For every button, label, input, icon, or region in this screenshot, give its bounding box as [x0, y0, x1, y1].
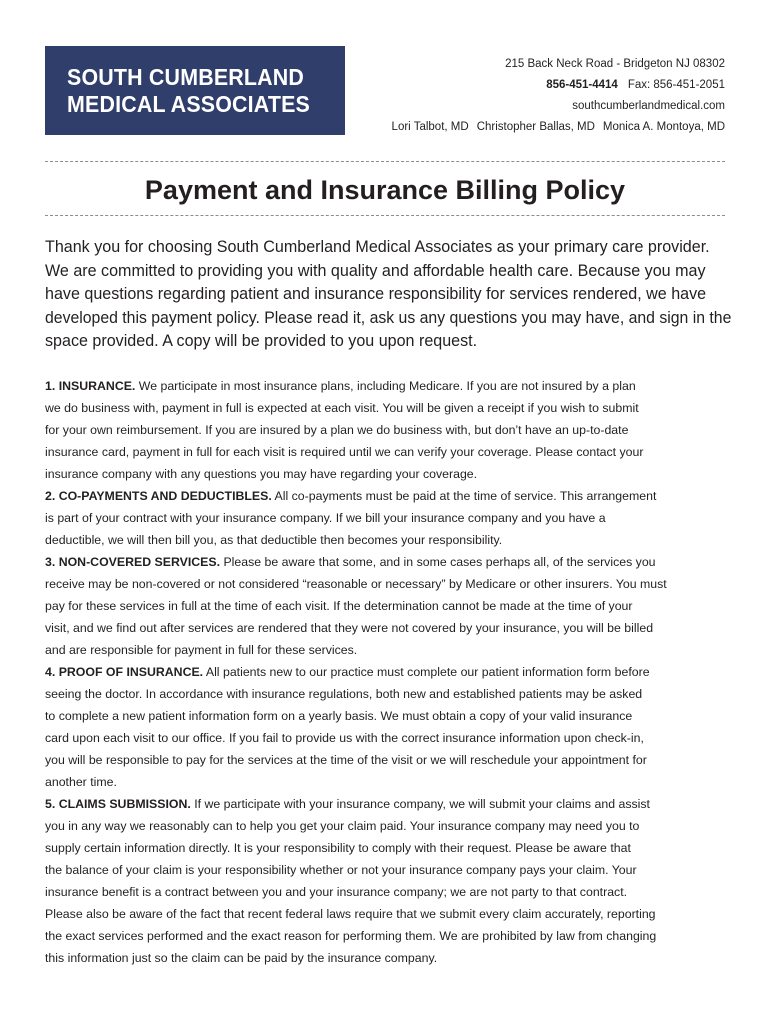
- section-text: you in any way we reasonably can to help you get your claim paid. Your insurance company may need you to: [45, 819, 640, 833]
- address: 215 Back Neck Road - Bridgeton NJ 08302: [505, 58, 725, 70]
- section-text: All co-payments must be paid at the time of service. This arrangement: [274, 489, 657, 503]
- section-text: receive may be non-covered or not considered “reasonable or necessary” by Medicare or other insurers. You must: [45, 577, 667, 591]
- section-text: card upon each visit to our office. If you fail to provide us with the correct insurance information upon check-in,: [45, 731, 644, 745]
- doctor-name: Christopher Ballas, MD: [476, 121, 595, 133]
- doctor-name: Lori Talbot, MD: [391, 121, 469, 133]
- section-claims-submission: [45, 793, 735, 969]
- phone-fax-row: [392, 75, 725, 96]
- section-text: this information just so the claim can be paid by the insurance company.: [45, 951, 438, 965]
- section-text: the exact services performed and the exact reason for performing them. We are prohibited by law from changing: [45, 929, 657, 943]
- contact-block: [392, 54, 725, 138]
- section-heading: 1. INSURANCE.: [45, 379, 136, 393]
- phone-number: 856-451-4414: [546, 79, 618, 91]
- section-proof-of-insurance: [45, 661, 735, 793]
- intro-line: We are committed to providing you with quality and affordable health care. Because you may: [45, 261, 706, 280]
- intro-paragraph: [45, 236, 735, 354]
- section-text: for your own reimbursement. If you are insured by a plan we do business with, but don’t have an up-to-date: [45, 423, 629, 437]
- logo-line-2: MEDICAL ASSOCIATES: [67, 91, 311, 117]
- policy-sections: [45, 375, 735, 969]
- section-text: we do business with, payment in full is expected at each visit. You will be given a receipt if you wish to submit: [45, 401, 639, 415]
- section-text: you will be responsible to pay for the services at the time of the visit or we will reschedule your appointment for: [45, 753, 647, 767]
- section-text: the balance of your claim is your responsibility whether or not your insurance company pays your claim. Your: [45, 863, 637, 877]
- section-text: Please also be aware of the fact that recent federal laws require that we submit every claim accurately, reporting: [45, 907, 656, 921]
- section-insurance: [45, 375, 735, 485]
- section-heading: 5. CLAIMS SUBMISSION.: [45, 797, 191, 811]
- section-text: We participate in most insurance plans, including Medicare. If you are not insured by a plan: [138, 379, 636, 393]
- section-copayments: [45, 485, 735, 551]
- section-text: insurance benefit is a contract between you and your insurance company; we are not party to that contract.: [45, 885, 628, 899]
- website-link[interactable]: southcumberlandmedical.com: [572, 100, 725, 112]
- divider-top: [45, 161, 725, 162]
- section-text: seeing the doctor. In accordance with insurance regulations, both new and established patients may be asked: [45, 687, 643, 701]
- section-non-covered: [45, 551, 735, 661]
- section-text: insurance card, payment in full for each visit is required until we can verify your coverage. Please contact your: [45, 445, 644, 459]
- section-heading: 3. NON-COVERED SERVICES.: [45, 555, 221, 569]
- divider-bottom: [45, 215, 725, 216]
- intro-line: have questions regarding patient and insurance responsibility for services rendered, we have: [45, 285, 707, 303]
- section-text: All patients new to our practice must complete our patient information form before: [205, 665, 650, 679]
- intro-line: Thank you for choosing South Cumberland Medical Associates as your primary care provider.: [45, 238, 710, 256]
- doctor-name: Monica A. Montoya, MD: [602, 121, 725, 133]
- section-text: deductible, we will then bill you, as that deductible then becomes your responsibility.: [45, 533, 503, 547]
- section-text: is part of your contract with your insurance company. If we bill your insurance company and you have a: [45, 511, 606, 525]
- section-text: pay for these services in full at the time of each visit. If the determination cannot be made at the time of your: [45, 599, 633, 613]
- section-text: Please be aware that some, and in some cases perhaps all, of the services you: [223, 555, 656, 569]
- section-text: to complete a new patient information form on a yearly basis. We must obtain a copy of your valid insurance: [45, 709, 633, 723]
- logo-line-1: SOUTH CUMBERLAND: [67, 64, 305, 90]
- section-heading: 2. CO-PAYMENTS AND DEDUCTIBLES.: [45, 489, 272, 503]
- section-text: insurance company with any questions you may have regarding your coverage.: [45, 467, 478, 481]
- intro-line: developed this payment policy. Please read it, ask us any questions you may have, and sign in the: [45, 308, 732, 327]
- section-text: and are responsible for payment in full for these services.: [45, 643, 358, 657]
- page-title: Payment and Insurance Billing Policy: [144, 175, 626, 205]
- doctor-list: [392, 117, 725, 138]
- fax-number: Fax: 856-451-2051: [627, 79, 725, 91]
- section-text: If we participate with your insurance company, we will submit your claims and assist: [194, 797, 650, 811]
- section-text: supply certain information directly. It is your responsibility to comply with their request. Please be aware that: [45, 841, 631, 855]
- section-heading: 4. PROOF OF INSURANCE.: [45, 665, 204, 679]
- section-text: visit, and we find out after services are rendered that they were not covered by your insurance, you will be billed: [45, 621, 654, 635]
- practice-logo: [45, 46, 345, 135]
- section-text: another time.: [45, 775, 117, 789]
- intro-line: space provided. A copy will be provided to you upon request.: [45, 332, 478, 350]
